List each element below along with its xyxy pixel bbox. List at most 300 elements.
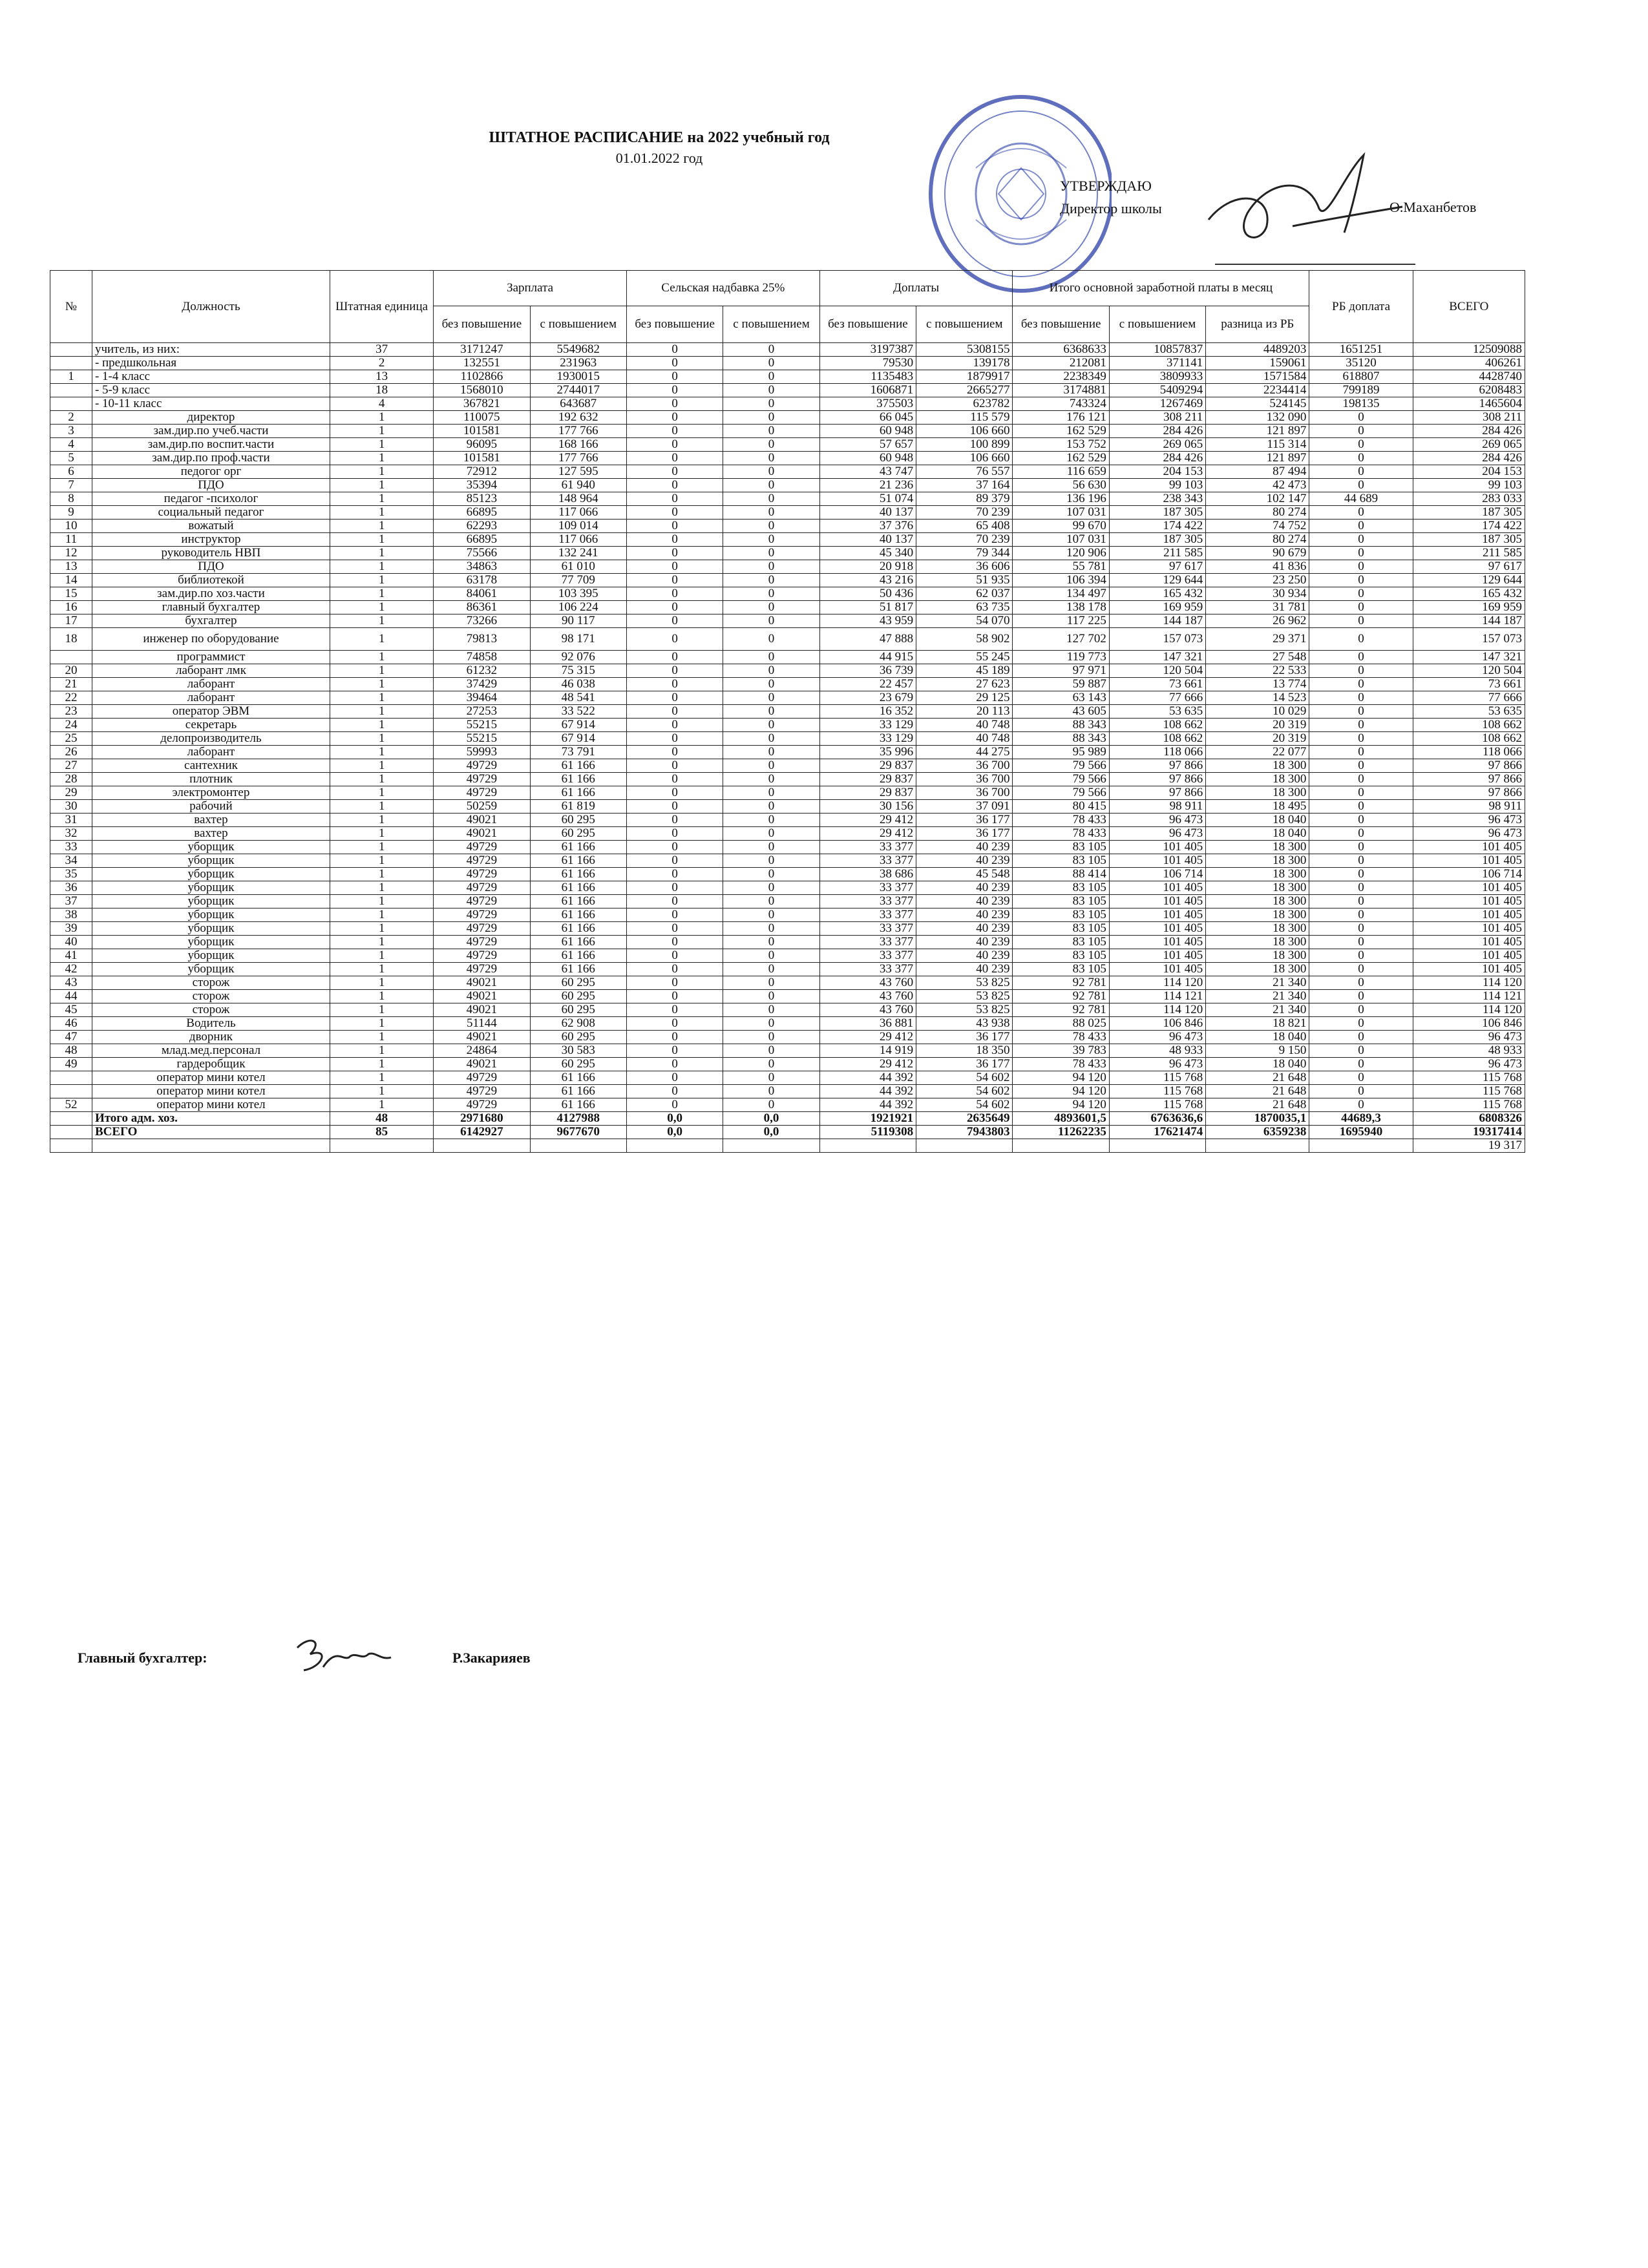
cell-all: 101 405 [1413, 854, 1525, 868]
cell-i1: 162 529 [1013, 425, 1109, 438]
cell-diff: 20 319 [1206, 719, 1309, 732]
cell-u: 1 [330, 1003, 433, 1017]
cell-rb: 0 [1309, 664, 1413, 678]
cell-i2: 144 187 [1109, 614, 1205, 628]
cell-all: 101 405 [1413, 949, 1525, 963]
cell-i1: 59 887 [1013, 678, 1109, 691]
cell-u: 1 [330, 841, 433, 854]
cell-s2: 0 [723, 990, 819, 1003]
cell-i2: 284 426 [1109, 452, 1205, 465]
table-row [50, 1017, 1525, 1031]
cell-diff: 87 494 [1206, 465, 1309, 479]
cell-all: 97 866 [1413, 759, 1525, 773]
cell-all: 187 305 [1413, 533, 1525, 547]
cell-n [50, 1112, 92, 1126]
cell-diff: 90 679 [1206, 547, 1309, 560]
cell-s2: 0 [723, 601, 819, 614]
table-row [50, 479, 1525, 492]
cell-all: 6808326 [1413, 1112, 1525, 1126]
cell-rb: 0 [1309, 465, 1413, 479]
cell-n: 39 [50, 922, 92, 936]
cell-s1: 0 [626, 1031, 723, 1044]
cell-s2: 0 [723, 370, 819, 384]
col-rural-header: Сельская надбавка 25% [626, 271, 819, 306]
cell-s1: 0 [626, 963, 723, 976]
cell-d1: 33 377 [819, 908, 916, 922]
cell-all: 204 153 [1413, 465, 1525, 479]
cell-diff: 13 774 [1206, 678, 1309, 691]
cell-i2: 101 405 [1109, 949, 1205, 963]
table-row [50, 881, 1525, 895]
cell-i1: 83 105 [1013, 841, 1109, 854]
cell-u: 1 [330, 854, 433, 868]
table-row [50, 1098, 1525, 1112]
cell-s2: 0 [723, 827, 819, 841]
cell-s1: 0 [626, 520, 723, 533]
table-row [50, 922, 1525, 936]
cell-s1: 0,0 [626, 1112, 723, 1126]
cell-d1: 36 739 [819, 664, 916, 678]
cell-diff: 1571584 [1206, 370, 1309, 384]
table-row [50, 425, 1525, 438]
cell-d2: 1879917 [916, 370, 1013, 384]
cell-all: 108 662 [1413, 719, 1525, 732]
cell-i1: 6368633 [1013, 343, 1109, 357]
cell-all: 284 426 [1413, 425, 1525, 438]
cell-diff: 121 897 [1206, 452, 1309, 465]
cell-n: 52 [50, 1098, 92, 1112]
cell-u: 1 [330, 1058, 433, 1071]
cell-n: 29 [50, 786, 92, 800]
cell-u: 1 [330, 425, 433, 438]
cell-s2: 0 [723, 533, 819, 547]
cell-d1: 33 377 [819, 881, 916, 895]
cell-s1: 0 [626, 773, 723, 786]
cell-name: оператор ЭВМ [92, 705, 330, 719]
cell-n: 49 [50, 1058, 92, 1071]
table-header [50, 271, 1525, 343]
cell-d1: 37 376 [819, 520, 916, 533]
cell-diff: 21 648 [1206, 1085, 1309, 1098]
cell-s2: 0 [723, 854, 819, 868]
cell-z2: 61 166 [530, 908, 626, 922]
cell-u: 1 [330, 651, 433, 664]
table-row [50, 705, 1525, 719]
cell-s2: 0 [723, 452, 819, 465]
cell-z1: 59993 [434, 746, 530, 759]
cell-z2: 643687 [530, 397, 626, 411]
cell-all: 115 768 [1413, 1071, 1525, 1085]
cell-d2: 37 091 [916, 800, 1013, 814]
cell-d1: 29 412 [819, 814, 916, 827]
cell-all: 53 635 [1413, 705, 1525, 719]
cell-i2: 204 153 [1109, 465, 1205, 479]
cell-s1: 0 [626, 560, 723, 574]
cell-i1: 83 105 [1013, 854, 1109, 868]
cell-s2: 0 [723, 479, 819, 492]
cell-z1: 2971680 [434, 1112, 530, 1126]
cell-name: педагог -психолог [92, 492, 330, 506]
cell-i1: 94 120 [1013, 1071, 1109, 1085]
cell-u: 18 [330, 384, 433, 397]
cell-u: 1 [330, 908, 433, 922]
cell-d2: 63 735 [916, 601, 1013, 614]
cell-d2: 65 408 [916, 520, 1013, 533]
cell-i2: 187 305 [1109, 506, 1205, 520]
cell-z2: 61 166 [530, 773, 626, 786]
cell-z1: 49729 [434, 949, 530, 963]
cell-d1: 44 392 [819, 1098, 916, 1112]
table-row [50, 651, 1525, 664]
cell-d2: 70 239 [916, 506, 1013, 520]
cell-z1: 62293 [434, 520, 530, 533]
cell-z1: 49021 [434, 1058, 530, 1071]
cell-name: уборщик [92, 908, 330, 922]
cell-i1: 83 105 [1013, 949, 1109, 963]
cell-s1: 0 [626, 895, 723, 908]
table-row [50, 895, 1525, 908]
cell-i2: 269 065 [1109, 438, 1205, 452]
cell-i2: 169 959 [1109, 601, 1205, 614]
cell-s1: 0 [626, 1098, 723, 1112]
cell-d1: 33 377 [819, 936, 916, 949]
cell-s2: 0 [723, 1071, 819, 1085]
cell-d2: 44 275 [916, 746, 1013, 759]
cell-rb: 0 [1309, 547, 1413, 560]
cell-s2: 0 [723, 800, 819, 814]
table-row [50, 841, 1525, 854]
cell-u: 1 [330, 587, 433, 601]
cell-d2: 40 239 [916, 936, 1013, 949]
accountant-signature-icon [284, 1622, 401, 1693]
cell-i2: 73 661 [1109, 678, 1205, 691]
cell-diff: 18 300 [1206, 786, 1309, 800]
cell-i2: 96 473 [1109, 1058, 1205, 1071]
cell-z2: 61 166 [530, 936, 626, 949]
cell-i2: 101 405 [1109, 881, 1205, 895]
cell-all: 4428740 [1413, 370, 1525, 384]
cell-all: 98 911 [1413, 800, 1525, 814]
cell-u: 1 [330, 1044, 433, 1058]
cell-s2: 0,0 [723, 1126, 819, 1139]
cell-all: 12509088 [1413, 343, 1525, 357]
cell-name: лаборант [92, 678, 330, 691]
cell-rb: 44689,3 [1309, 1112, 1413, 1126]
cell-diff: 1870035,1 [1206, 1112, 1309, 1126]
cell-n: 5 [50, 452, 92, 465]
cell-n: 28 [50, 773, 92, 786]
cell-u: 1 [330, 574, 433, 587]
cell-all: 115 768 [1413, 1098, 1525, 1112]
cell-z1: 49021 [434, 976, 530, 990]
cell-d1: 1606871 [819, 384, 916, 397]
cell-u: 1 [330, 506, 433, 520]
cell-name: уборщик [92, 881, 330, 895]
cell-n: 1 [50, 370, 92, 384]
cell-diff: 74 752 [1206, 520, 1309, 533]
cell-n: 12 [50, 547, 92, 560]
cell-i2: 96 473 [1109, 814, 1205, 827]
cell-s2: 0 [723, 547, 819, 560]
cell-s1: 0,0 [626, 1126, 723, 1139]
cell-i2: 114 120 [1109, 1003, 1205, 1017]
cell-name: сторож [92, 990, 330, 1003]
cell-rb: 0 [1309, 614, 1413, 628]
cell-d2: 76 557 [916, 465, 1013, 479]
cell-u: 1 [330, 976, 433, 990]
cell-z1: 39464 [434, 691, 530, 705]
cell-z2: 61 166 [530, 759, 626, 773]
cell-d2: 54 602 [916, 1085, 1013, 1098]
table-row [50, 1085, 1525, 1098]
cell-d1: 43 760 [819, 1003, 916, 1017]
cell-i1: 136 196 [1013, 492, 1109, 506]
cell-i1: 55 781 [1013, 560, 1109, 574]
cell-diff: 26 962 [1206, 614, 1309, 628]
cell-i1: 92 781 [1013, 990, 1109, 1003]
cell-z2: 61 166 [530, 949, 626, 963]
cell-name: плотник [92, 773, 330, 786]
cell-d2: 115 579 [916, 411, 1013, 425]
cell-diff: 9 150 [1206, 1044, 1309, 1058]
cell-i2: 17621474 [1109, 1126, 1205, 1139]
table-row [50, 547, 1525, 560]
cell-u: 1 [330, 1085, 433, 1098]
cell-i1: 3174881 [1013, 384, 1109, 397]
cell-d2: 40 748 [916, 719, 1013, 732]
cell-i1: 4893601,5 [1013, 1112, 1109, 1126]
cell-name: лаборант [92, 691, 330, 705]
table-row [50, 1112, 1525, 1126]
cell-s1: 0 [626, 587, 723, 601]
cell-s1: 0 [626, 759, 723, 773]
table-row [50, 691, 1525, 705]
cell-i2: 165 432 [1109, 587, 1205, 601]
cell-i1: 176 121 [1013, 411, 1109, 425]
cell-d1 [819, 1139, 916, 1153]
cell-i2: 120 504 [1109, 664, 1205, 678]
cell-u: 1 [330, 868, 433, 881]
cell-z1: 72912 [434, 465, 530, 479]
director-label: Директор школы [1060, 200, 1162, 216]
cell-name: лаборант лмк [92, 664, 330, 678]
cell-z2: 61 166 [530, 1071, 626, 1085]
cell-diff: 18 300 [1206, 759, 1309, 773]
cell-n: 36 [50, 881, 92, 895]
cell-s1: 0 [626, 814, 723, 827]
director-signature-line [1215, 264, 1415, 265]
cell-rb: 0 [1309, 786, 1413, 800]
cell-i2 [1109, 1139, 1205, 1153]
cell-z2 [530, 1139, 626, 1153]
table-row [50, 1139, 1525, 1153]
cell-d1: 29 837 [819, 786, 916, 800]
cell-n: 41 [50, 949, 92, 963]
cell-d2: 89 379 [916, 492, 1013, 506]
cell-n: 44 [50, 990, 92, 1003]
cell-s1: 0 [626, 465, 723, 479]
cell-n: 20 [50, 664, 92, 678]
cell-rb: 0 [1309, 411, 1413, 425]
cell-z1: 49729 [434, 841, 530, 854]
cell-u: 1 [330, 465, 433, 479]
cell-z2: 2744017 [530, 384, 626, 397]
cell-d1: 22 457 [819, 678, 916, 691]
cell-s2: 0 [723, 651, 819, 664]
cell-d1: 29 412 [819, 1031, 916, 1044]
cell-rb: 0 [1309, 1058, 1413, 1071]
cell-i2: 3809933 [1109, 370, 1205, 384]
cell-i1: 78 433 [1013, 1058, 1109, 1071]
table-row [50, 773, 1525, 786]
cell-all: 99 103 [1413, 479, 1525, 492]
cell-rb: 799189 [1309, 384, 1413, 397]
cell-n: 11 [50, 533, 92, 547]
cell-i2: 101 405 [1109, 963, 1205, 976]
cell-diff: 18 821 [1206, 1017, 1309, 1031]
cell-u: 1 [330, 479, 433, 492]
cell-i1: 92 781 [1013, 976, 1109, 990]
cell-d1: 51 074 [819, 492, 916, 506]
cell-d1: 21 236 [819, 479, 916, 492]
cell-d2: 36 177 [916, 827, 1013, 841]
cell-diff: 18 040 [1206, 827, 1309, 841]
cell-d1: 40 137 [819, 506, 916, 520]
cell-rb: 0 [1309, 520, 1413, 533]
cell-rb: 0 [1309, 1085, 1413, 1098]
cell-i1 [1013, 1139, 1109, 1153]
table-row [50, 465, 1525, 479]
col-total-month-header: Итого основной заработной платы в месяц [1013, 271, 1309, 306]
cell-z1: 37429 [434, 678, 530, 691]
cell-s2: 0 [723, 614, 819, 628]
cell-d2: 40 239 [916, 881, 1013, 895]
cell-diff: 23 250 [1206, 574, 1309, 587]
table-row [50, 936, 1525, 949]
cell-d1: 36 881 [819, 1017, 916, 1031]
cell-s2: 0 [723, 1031, 819, 1044]
cell-d2: 53 825 [916, 1003, 1013, 1017]
table-row [50, 759, 1525, 773]
cell-z1: 49729 [434, 1071, 530, 1085]
cell-z2: 231963 [530, 357, 626, 370]
cell-all: 147 321 [1413, 651, 1525, 664]
cell-all: 96 473 [1413, 814, 1525, 827]
cell-s2: 0 [723, 343, 819, 357]
cell-z2: 192 632 [530, 411, 626, 425]
cell-n [50, 651, 92, 664]
sub-with-header: с повышением [1109, 306, 1205, 343]
cell-s1: 0 [626, 976, 723, 990]
cell-rb: 0 [1309, 922, 1413, 936]
cell-n [50, 397, 92, 411]
cell-s1: 0 [626, 384, 723, 397]
cell-i2: 101 405 [1109, 908, 1205, 922]
cell-rb: 0 [1309, 814, 1413, 827]
table-row [50, 506, 1525, 520]
cell-u: 1 [330, 1071, 433, 1085]
cell-d1: 45 340 [819, 547, 916, 560]
cell-d2: 62 037 [916, 587, 1013, 601]
table-row [50, 370, 1525, 384]
cell-all: 96 473 [1413, 827, 1525, 841]
cell-z2: 61 166 [530, 1085, 626, 1098]
cell-rb: 198135 [1309, 397, 1413, 411]
cell-d1: 40 137 [819, 533, 916, 547]
cell-name: Водитель [92, 1017, 330, 1031]
cell-u: 1 [330, 520, 433, 533]
table-row [50, 719, 1525, 732]
cell-name: вожатый [92, 520, 330, 533]
table-row [50, 520, 1525, 533]
cell-rb: 0 [1309, 773, 1413, 786]
table-row [50, 963, 1525, 976]
cell-i1: 162 529 [1013, 452, 1109, 465]
cell-rb: 0 [1309, 587, 1413, 601]
cell-n: 17 [50, 614, 92, 628]
cell-i1: 107 031 [1013, 533, 1109, 547]
cell-n: 31 [50, 814, 92, 827]
table-row [50, 1003, 1525, 1017]
cell-name: лаборант [92, 746, 330, 759]
cell-s2: 0 [723, 691, 819, 705]
cell-name [92, 1139, 330, 1153]
cell-z2: 61 166 [530, 963, 626, 976]
cell-rb: 0 [1309, 533, 1413, 547]
cell-n [50, 343, 92, 357]
cell-d2: 79 344 [916, 547, 1013, 560]
staff-schedule-table [50, 270, 1525, 1153]
cell-i1: 83 105 [1013, 881, 1109, 895]
cell-s1: 0 [626, 786, 723, 800]
cell-z2: 61 940 [530, 479, 626, 492]
cell-name: секретарь [92, 719, 330, 732]
cell-u: 1 [330, 492, 433, 506]
table-row [50, 854, 1525, 868]
cell-all: 211 585 [1413, 547, 1525, 560]
cell-d2: 36 177 [916, 1058, 1013, 1071]
cell-s1: 0 [626, 1003, 723, 1017]
director-signature-icon [1196, 136, 1409, 265]
cell-s2: 0 [723, 574, 819, 587]
cell-diff: 18 495 [1206, 800, 1309, 814]
cell-s2: 0 [723, 587, 819, 601]
cell-z1: 63178 [434, 574, 530, 587]
cell-d1: 60 948 [819, 425, 916, 438]
cell-z1: 132551 [434, 357, 530, 370]
cell-i1: 106 394 [1013, 574, 1109, 587]
cell-i2: 97 617 [1109, 560, 1205, 574]
cell-all: 144 187 [1413, 614, 1525, 628]
table-row [50, 990, 1525, 1003]
cell-z1: 49729 [434, 963, 530, 976]
cell-s1: 0 [626, 357, 723, 370]
cell-d1: 5119308 [819, 1126, 916, 1139]
col-salary-header: Зарплата [434, 271, 627, 306]
table-row [50, 357, 1525, 370]
cell-n: 33 [50, 841, 92, 854]
cell-rb: 0 [1309, 651, 1413, 664]
cell-u: 1 [330, 601, 433, 614]
cell-s2: 0 [723, 506, 819, 520]
cell-i2: 174 422 [1109, 520, 1205, 533]
cell-n: 27 [50, 759, 92, 773]
sub-diff-header: разница из РБ [1206, 306, 1309, 343]
cell-d1: 60 948 [819, 452, 916, 465]
cell-all: 114 120 [1413, 1003, 1525, 1017]
cell-n: 32 [50, 827, 92, 841]
cell-n: 48 [50, 1044, 92, 1058]
